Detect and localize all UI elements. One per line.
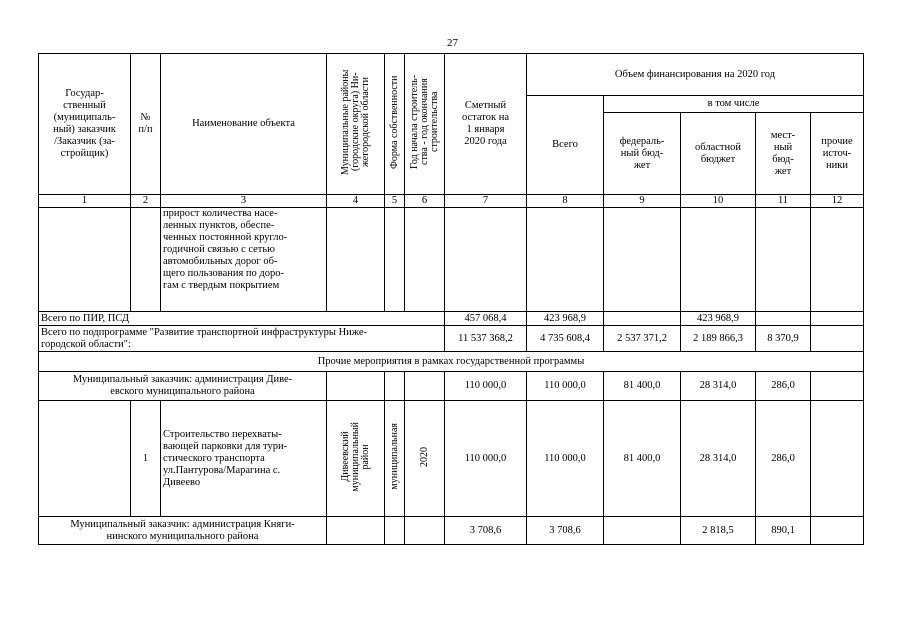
col-num: 2: [131, 195, 161, 208]
object-total: 110 000,0: [527, 401, 604, 517]
object-regional: 28 314,0: [681, 401, 756, 517]
col-num: 12: [811, 195, 864, 208]
header-regional: областной бюджет: [681, 113, 756, 195]
diveevo-customer: Муниципальный заказчик: администрация Диве- евского муниципального района: [39, 372, 327, 401]
diveevo-total: 110 000,0: [527, 372, 604, 401]
header-funding: Объем финансирования на 2020 год: [527, 54, 864, 96]
header-including: в том числе: [604, 96, 864, 113]
table-row: [39, 326, 864, 352]
diveevo-estimate: 110 000,0: [445, 372, 527, 401]
object-year: 2020: [418, 446, 430, 467]
object-name: Строительство перехваты- вающей парковки для тури- стического транспорта ул.Пантурова/Марагина с. Дивеево: [161, 401, 327, 517]
page-number: 27: [447, 37, 458, 49]
continued-object-name: прирост количества насе- ленных пунктов, обеспе- ченных постоянной кругло- годичной связью с сетью автомобильных дорог об- щего пользования по доро- гам с твердым покрытием: [161, 208, 327, 312]
table-row: [39, 208, 864, 312]
knyaginino-regional: 2 818,5: [681, 517, 756, 545]
knyaginino-total: 3 708,6: [527, 517, 604, 545]
col-num: 9: [604, 195, 681, 208]
header-estimate: Сметный остаток на 1 января 2020 года: [445, 54, 527, 195]
knyaginino-estimate: 3 708,6: [445, 517, 527, 545]
object-number: 1: [131, 401, 161, 517]
subprogram-total: 4 735 608,4: [527, 326, 604, 352]
subprogram-estimate: 11 537 368,2: [445, 326, 527, 352]
object-district: Дивеевский муниципальный район: [339, 421, 371, 492]
knyaginino-customer: Муниципальный заказчик: администрация Княги- нинского муниципального района: [39, 517, 327, 545]
column-numbers-row: [39, 195, 864, 208]
diveevo-local: 286,0: [756, 372, 811, 401]
header-customer: Государ- ственный (муниципаль- ный) заказчик /Заказчик (за- стройщик): [39, 54, 131, 195]
header-federal: федераль- ный бюд- жет: [604, 113, 681, 195]
diveevo-federal: 81 400,0: [604, 372, 681, 401]
object-estimate: 110 000,0: [445, 401, 527, 517]
header-ownership: Форма собственности: [388, 75, 400, 169]
header-total: Всего: [527, 96, 604, 195]
header-object-name: Наименование объекта: [161, 54, 327, 195]
knyaginino-local: 890,1: [756, 517, 811, 545]
col-num: 10: [681, 195, 756, 208]
pir-regional: 423 968,9: [681, 312, 756, 326]
pir-total: 423 968,9: [527, 312, 604, 326]
diveevo-regional: 28 314,0: [681, 372, 756, 401]
table-row: [39, 401, 864, 517]
subprogram-federal: 2 537 371,2: [604, 326, 681, 352]
pir-estimate: 457 068,4: [445, 312, 527, 326]
col-num: 8: [527, 195, 604, 208]
section-title: Прочие мероприятия в рамках государственной программы: [39, 352, 864, 372]
header-number: № п/п: [131, 54, 161, 195]
col-num: 3: [161, 195, 327, 208]
subprogram-total-label: Всего по подпрограмме "Развитие транспортной инфраструктуры Ниже- городской области":: [39, 326, 445, 352]
object-ownership: муниципальная: [388, 423, 400, 490]
object-federal: 81 400,0: [604, 401, 681, 517]
col-num: 7: [445, 195, 527, 208]
financing-table: [38, 53, 864, 545]
header-years: Год начала строитель- ства - год окончания строительства: [408, 74, 440, 170]
col-num: 1: [39, 195, 131, 208]
pir-total-label: Всего по ПИР, ПСД: [39, 312, 445, 326]
header-local: мест- ный бюд- жет: [756, 113, 811, 195]
table-row: [39, 312, 864, 326]
object-local: 286,0: [756, 401, 811, 517]
table-row: [39, 372, 864, 401]
header-other: прочие источ- ники: [811, 113, 864, 195]
subprogram-regional: 2 189 866,3: [681, 326, 756, 352]
header-districts: Муниципальные районы (городские округа) Ни- жегородской области: [339, 69, 371, 175]
col-num: 5: [385, 195, 405, 208]
subprogram-local: 8 370,9: [756, 326, 811, 352]
col-num: 4: [327, 195, 385, 208]
col-num: 11: [756, 195, 811, 208]
table-row: [39, 517, 864, 545]
table-row: [39, 352, 864, 372]
col-num: 6: [405, 195, 445, 208]
